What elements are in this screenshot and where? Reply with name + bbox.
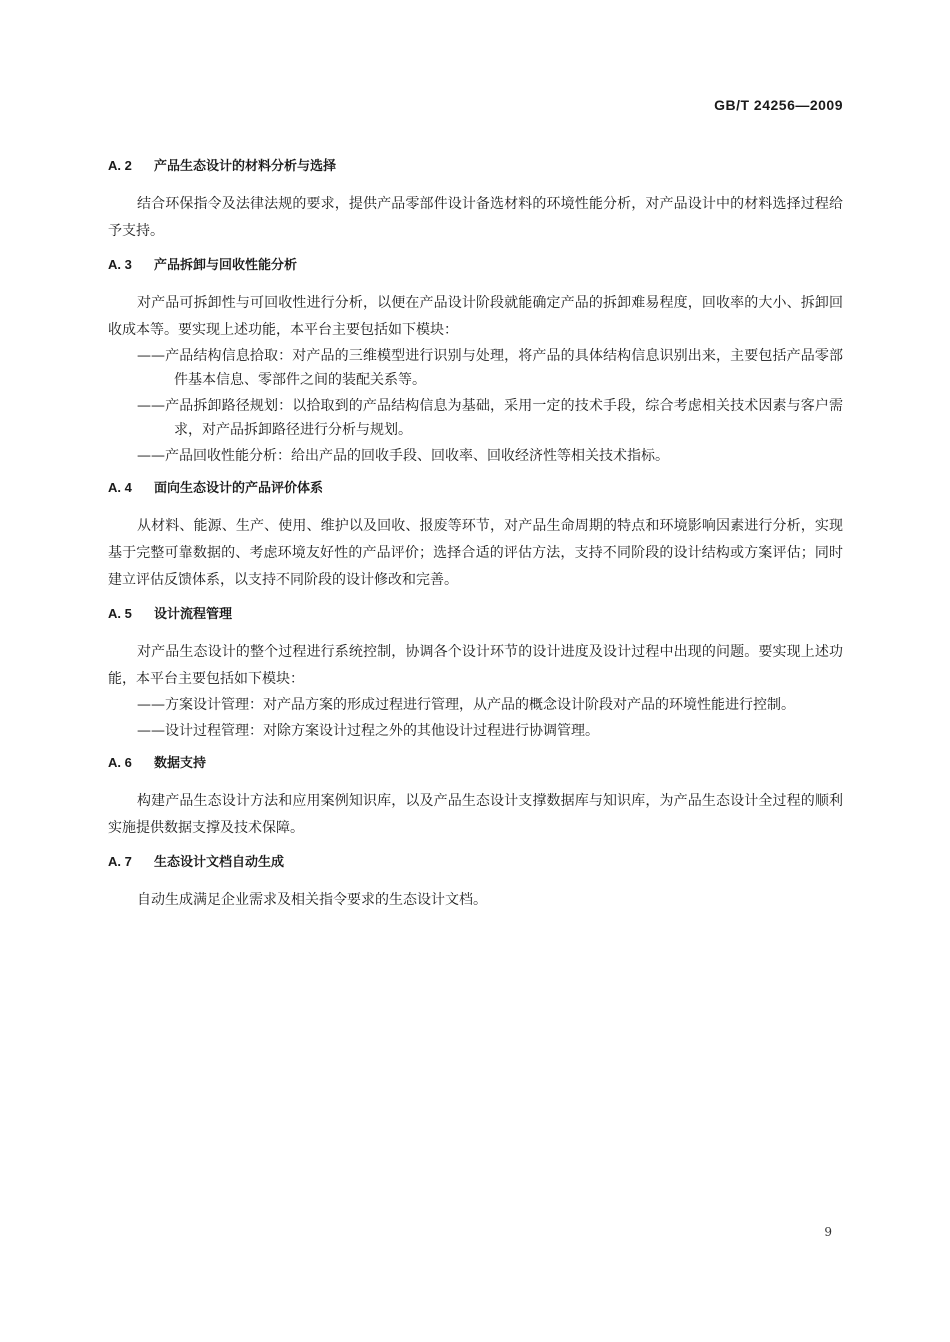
- section-paragraph-a7: 自动生成满足企业需求及相关指令要求的生态设计文档。: [137, 892, 487, 908]
- section-heading-a4: [108, 478, 843, 499]
- section-number: A. 7: [108, 854, 132, 869]
- section-title: 产品生态设计的材料分析与选择: [154, 159, 337, 174]
- list-item: ——产品结构信息拾取：对产品的三维模型进行识别与处理，将产品的具体结构信息识别出来，主要包括产品零部件基本信息、零部件之间的装配关系等。: [137, 348, 843, 388]
- section-number: A. 6: [108, 755, 132, 770]
- section-heading-a6: [108, 753, 843, 774]
- section-number: A. 4: [108, 480, 132, 495]
- section-paragraph-a6: 构建产品生态设计方法和应用案例知识库，以及产品生态设计支撑数据库与知识库，为产品生态设计全过程的顺利实施提供数据支撑及技术保障。: [108, 793, 843, 836]
- section-paragraph-a4: 从材料、能源、生产、使用、维护以及回收、报废等环节，对产品生命周期的特点和环境影响因素进行分析，实现基于完整可靠数据的、考虑环境友好性的产品评价；选择合适的评估方法，支持不同阶段的设计结构或方案评估；同时建立评估反馈体系，以支持不同阶段的设计修改和完善。: [108, 518, 843, 588]
- section-paragraph-a3: 对产品可拆卸性与可回收性进行分析，以便在产品设计阶段就能确定产品的拆卸难易程度，回收率的大小、拆卸回收成本等。要实现上述功能，本平台主要包括如下模块：: [108, 295, 843, 338]
- section-title: 数据支持: [154, 756, 207, 771]
- section-heading-a2: [108, 156, 843, 177]
- section-heading-a3: [108, 255, 843, 276]
- section-paragraph-a2: 结合环保指令及法律法规的要求，提供产品零部件设计备选材料的环境性能分析，对产品设计中的材料选择过程给予支持。: [108, 196, 843, 239]
- standard-code: GB/T 24256—2009: [714, 97, 843, 113]
- section-title: 产品拆卸与回收性能分析: [154, 258, 298, 273]
- section-number: A. 2: [108, 158, 132, 173]
- section-title: 面向生态设计的产品评价体系: [154, 481, 324, 496]
- list-item: ——方案设计管理：对产品方案的形成过程进行管理，从产品的概念设计阶段对产品的环境性能进行控制。: [137, 697, 795, 713]
- section-number: A. 5: [108, 606, 132, 621]
- list-item: ——设计过程管理：对除方案设计过程之外的其他设计过程进行协调管理。: [137, 723, 599, 739]
- section-paragraph-a5: 对产品生态设计的整个过程进行系统控制，协调各个设计环节的设计进度及设计过程中出现的问题。要实现上述功能，本平台主要包括如下模块：: [108, 644, 843, 687]
- page-number: 9: [824, 1225, 832, 1239]
- section-title: 设计流程管理: [154, 607, 233, 622]
- list-item: ——产品回收性能分析：给出产品的回收手段、回收率、回收经济性等相关技术指标。: [137, 448, 669, 464]
- document-body: [108, 156, 843, 924]
- section-heading-a7: [108, 852, 843, 873]
- section-title: 生态设计文档自动生成: [154, 855, 285, 870]
- list-item: ——产品拆卸路径规划：以拾取到的产品结构信息为基础，采用一定的技术手段，综合考虑相关技术因素与客户需求，对产品拆卸路径进行分析与规划。: [137, 398, 843, 438]
- section-heading-a5: [108, 604, 843, 625]
- section-number: A. 3: [108, 257, 132, 272]
